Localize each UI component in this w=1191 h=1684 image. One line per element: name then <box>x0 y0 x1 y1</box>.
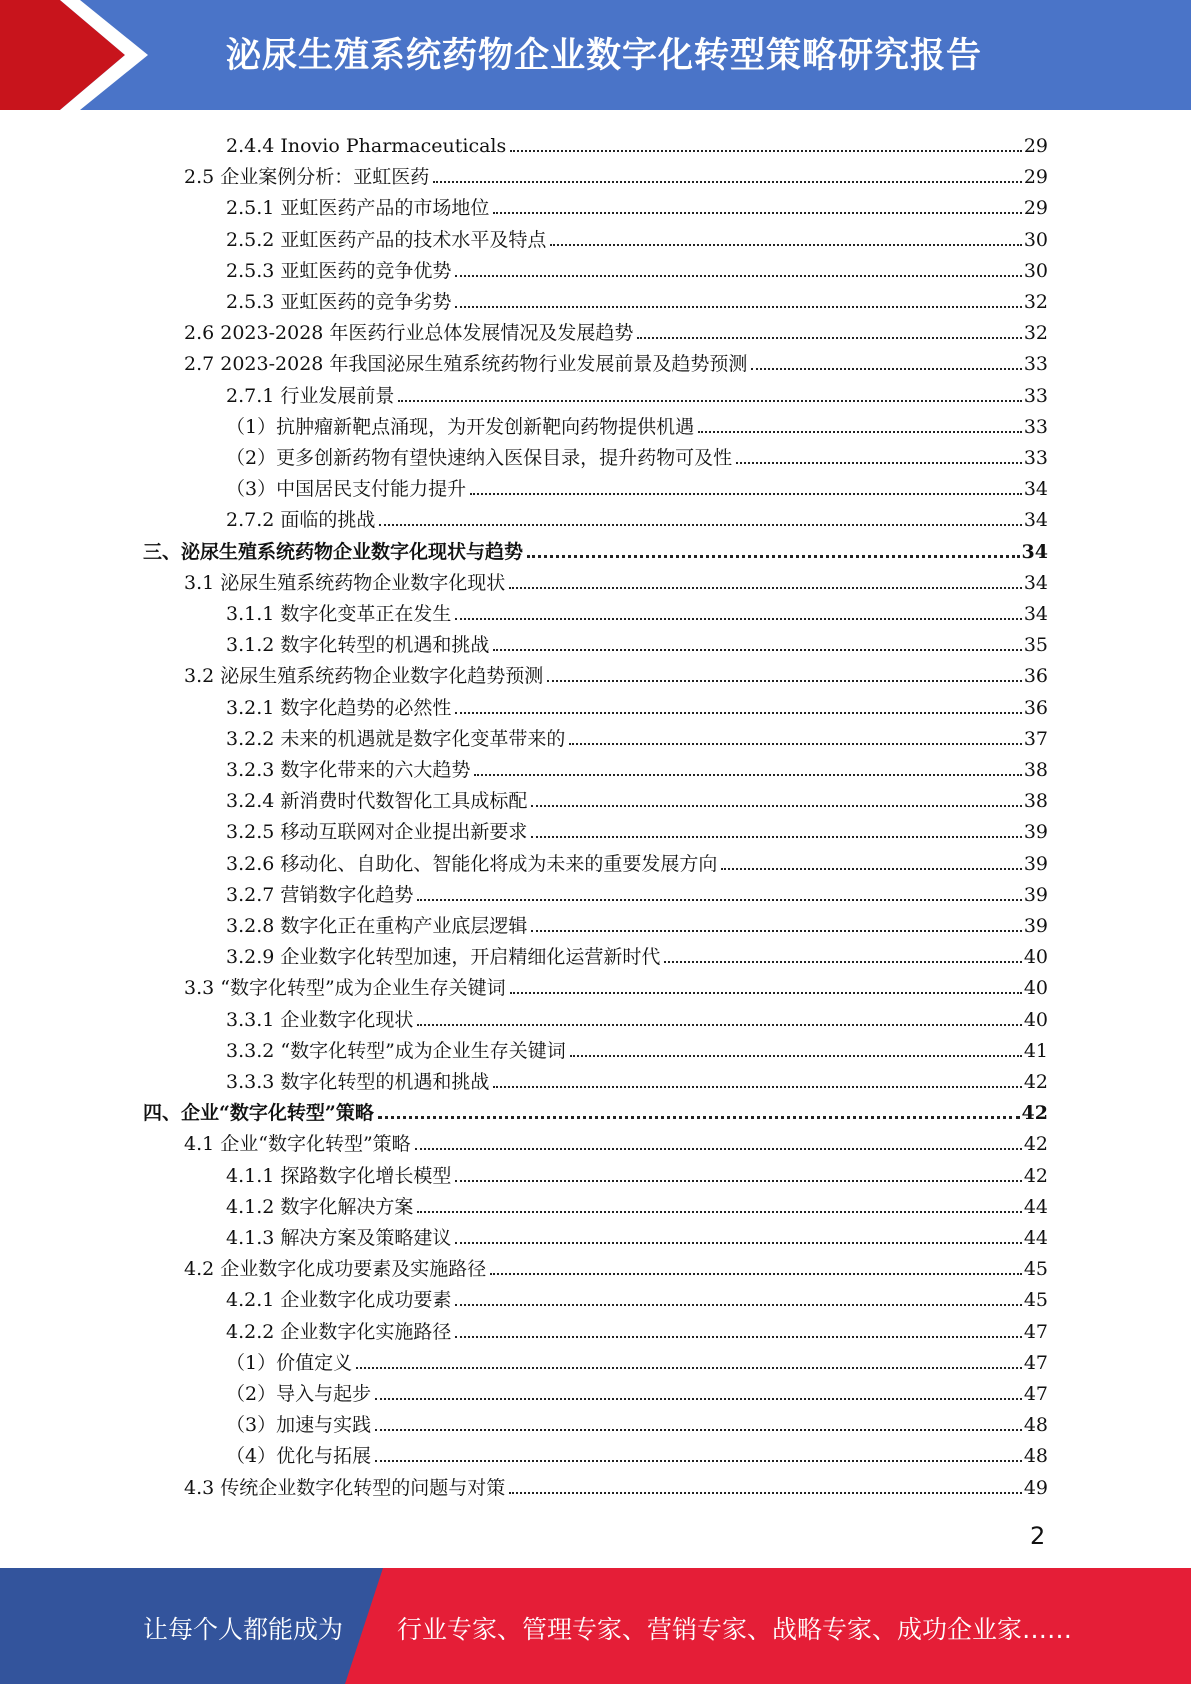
toc-entry-page: 29 <box>1023 197 1048 219</box>
toc-entry-title: 3.3.2 “数字化转型”成为企业生存关键词 <box>226 1040 566 1062</box>
toc-entry-title: 3.1.1 数字化变革正在发生 <box>226 603 452 625</box>
toc-entry[interactable] <box>226 1187 1048 1218</box>
toc-entry[interactable] <box>226 906 1048 937</box>
toc-dot-leader <box>510 991 1022 994</box>
toc-entry-page: 32 <box>1023 291 1048 313</box>
toc-entry-title: 4.2.1 企业数字化成功要素 <box>226 1289 452 1311</box>
page-number: 2 <box>1030 1522 1046 1550</box>
toc-dot-leader <box>470 492 1022 495</box>
toc-dot-leader <box>417 898 1021 901</box>
toc-entry[interactable] <box>184 968 1048 999</box>
toc-entry-title: 2.4.4 Inovio Pharmaceuticals <box>226 135 507 157</box>
toc-entry-page: 47 <box>1023 1383 1048 1405</box>
toc-entry-title: 三、泌尿生殖系统药物企业数字化现状与趋势 <box>143 541 524 563</box>
toc-entry-title: 2.7 2023-2028 年我国泌尿生殖系统药物行业发展前景及趋势预测 <box>184 353 748 375</box>
toc-dot-leader <box>455 1179 1021 1182</box>
toc-entry-title: 4.1.3 解决方案及策略建议 <box>226 1227 452 1249</box>
toc-entry-title: （2）更多创新药物有望快速纳入医保目录，提升药物可及性 <box>226 447 733 469</box>
toc-dot-leader <box>455 617 1021 620</box>
toc-entry-page: 33 <box>1023 447 1048 469</box>
toc-entry-page: 34 <box>1023 572 1048 594</box>
toc-dot-leader <box>664 960 1021 963</box>
toc-entry-title: （1）抗肿瘤新靶点涌现，为开发创新靶向药物提供机遇 <box>226 416 695 438</box>
toc-entry-title: （1）价值定义 <box>226 1352 353 1374</box>
toc-entry-page: 35 <box>1023 634 1048 656</box>
toc-entry[interactable] <box>226 1436 1048 1467</box>
toc-entry-page: 42 <box>1021 1102 1048 1124</box>
toc-entry-page: 39 <box>1023 821 1048 843</box>
toc-entry-title: 4.1.1 探路数字化增长模型 <box>226 1165 452 1187</box>
toc-dot-leader <box>698 430 1022 433</box>
toc-dot-leader <box>455 305 1021 308</box>
toc-entry[interactable] <box>226 1062 1048 1093</box>
toc-entry-title: 3.2.4 新消费时代数智化工具成标配 <box>226 790 528 812</box>
toc-dot-leader <box>417 1023 1021 1026</box>
toc-entry[interactable] <box>226 407 1048 438</box>
toc-entry-page: 49 <box>1023 1477 1048 1499</box>
toc-entry-title: 4.1 企业“数字化转型”策略 <box>184 1133 411 1155</box>
toc-entry[interactable] <box>226 126 1048 157</box>
toc-entry[interactable] <box>226 1218 1048 1249</box>
toc-dot-leader <box>493 648 1021 651</box>
toc-entry-page: 42 <box>1023 1133 1048 1155</box>
report-title: 泌尿生殖系统药物企业数字化转型策略研究报告 <box>226 36 983 76</box>
toc-entry-page: 47 <box>1023 1352 1048 1374</box>
toc-entry-page: 34 <box>1023 478 1048 500</box>
toc-entry-page: 33 <box>1023 416 1048 438</box>
toc-entry[interactable] <box>226 812 1048 843</box>
toc-entry-title: 3.1 泌尿生殖系统药物企业数字化现状 <box>184 572 506 594</box>
toc-entry[interactable] <box>226 719 1048 750</box>
toc-entry-title: （3）中国居民支付能力提升 <box>226 478 467 500</box>
toc-entry-page: 45 <box>1023 1289 1048 1311</box>
toc-entry-page: 47 <box>1023 1321 1048 1343</box>
toc-entry-page: 33 <box>1023 353 1048 375</box>
toc-dot-leader <box>433 180 1022 183</box>
toc-entry-page: 30 <box>1023 229 1048 251</box>
toc-entry-title: 2.5.2 亚虹医药产品的技术水平及特点 <box>226 229 547 251</box>
toc-entry[interactable] <box>184 656 1048 687</box>
toc-entry-title: （3）加速与实践 <box>226 1414 372 1436</box>
toc-dot-leader <box>493 211 1021 214</box>
toc-dot-leader <box>455 1241 1021 1244</box>
toc-dot-leader <box>510 149 1022 152</box>
toc-dot-leader <box>550 243 1021 246</box>
toc-entry[interactable] <box>184 1249 1048 1280</box>
report-header <box>0 0 1191 110</box>
toc-entry-page: 44 <box>1023 1227 1048 1249</box>
toc-dot-leader <box>637 336 1021 339</box>
toc-entry[interactable] <box>226 469 1048 500</box>
toc-dot-leader <box>509 586 1022 589</box>
toc-entry-page: 39 <box>1023 915 1048 937</box>
toc-entry-title: 3.2.1 数字化趋势的必然性 <box>226 697 452 719</box>
toc-dot-leader <box>493 1085 1021 1088</box>
toc-entry[interactable] <box>184 157 1048 188</box>
toc-entry[interactable] <box>226 688 1048 719</box>
toc-entry[interactable] <box>226 438 1048 469</box>
toc-entry-page: 38 <box>1023 759 1048 781</box>
toc-dot-leader <box>531 835 1021 838</box>
toc-dot-leader <box>474 773 1021 776</box>
toc-entry-page: 36 <box>1023 697 1048 719</box>
toc-entry-page: 29 <box>1023 135 1048 157</box>
toc-entry[interactable] <box>226 1280 1048 1311</box>
toc-entry-page: 40 <box>1023 946 1048 968</box>
toc-entry-title: 3.2 泌尿生殖系统药物企业数字化趋势预测 <box>184 665 544 687</box>
toc-dot-leader <box>527 554 1020 558</box>
toc-entry-title: 3.2.5 移动互联网对企业提出新要求 <box>226 821 528 843</box>
footer-slogan-left: 让每个人都能成为 <box>143 1615 344 1644</box>
toc-entry-title: 3.3.3 数字化转型的机遇和挑战 <box>226 1071 490 1093</box>
toc-dot-leader <box>356 1366 1022 1369</box>
toc-entry-title: 2.7.1 行业发展前景 <box>226 385 395 407</box>
toc-entry-title: 2.7.2 面临的挑战 <box>226 509 376 531</box>
toc-entry[interactable] <box>226 188 1048 219</box>
toc-dot-leader <box>415 1147 1022 1150</box>
toc-entry-title: 3.2.7 营销数字化趋势 <box>226 884 414 906</box>
toc-entry[interactable] <box>184 1124 1048 1155</box>
toc-entry-title: 3.2.9 企业数字化转型加速，开启精细化运营新时代 <box>226 946 661 968</box>
toc-entry[interactable] <box>226 625 1048 656</box>
toc-dot-leader <box>455 274 1021 277</box>
toc-entry[interactable] <box>226 1031 1048 1062</box>
toc-dot-leader <box>375 1428 1022 1431</box>
toc-entry[interactable] <box>143 1093 1048 1124</box>
toc-entry-page: 30 <box>1023 260 1048 282</box>
toc-entry[interactable] <box>226 500 1048 531</box>
toc-entry[interactable] <box>184 563 1048 594</box>
toc-entry[interactable] <box>226 1156 1048 1187</box>
toc-entry[interactable] <box>226 781 1048 812</box>
toc-dot-leader <box>398 399 1021 402</box>
toc-entry-page: 38 <box>1023 790 1048 812</box>
toc-entry-page: 48 <box>1023 1414 1048 1436</box>
toc-entry[interactable] <box>226 251 1048 282</box>
toc-entry-title: 四、企业“数字化转型”策略 <box>143 1102 374 1124</box>
toc-entry-page: 40 <box>1023 1009 1048 1031</box>
toc-entry-title: 2.5.3 亚虹医药的竞争优势 <box>226 260 452 282</box>
toc-entry[interactable] <box>226 1343 1048 1374</box>
toc-dot-leader <box>455 711 1021 714</box>
toc-dot-leader <box>531 929 1021 932</box>
toc-entry[interactable] <box>226 376 1048 407</box>
toc-entry-page: 32 <box>1023 322 1048 344</box>
toc-dot-leader <box>547 679 1022 682</box>
toc-entry[interactable] <box>226 844 1048 875</box>
toc-entry-page: 48 <box>1023 1445 1048 1467</box>
footer-slogan-right: 行业专家、管理专家、营销专家、战略专家、成功企业家…… <box>397 1615 1073 1644</box>
toc-dot-leader <box>570 1054 1022 1057</box>
toc-dot-leader <box>531 804 1021 807</box>
toc-entry-page: 29 <box>1023 166 1048 188</box>
toc-entry-title: 3.2.3 数字化带来的六大趋势 <box>226 759 471 781</box>
toc-entry-title: 2.5.1 亚虹医药产品的市场地位 <box>226 197 490 219</box>
toc-entry[interactable] <box>184 313 1048 344</box>
toc-entry[interactable] <box>226 1374 1048 1405</box>
toc-entry-page: 36 <box>1023 665 1048 687</box>
toc-entry-title: 2.6 2023-2028 年医药行业总体发展情况及发展趋势 <box>184 322 634 344</box>
toc-dot-leader <box>455 1303 1021 1306</box>
toc-entry-title: 4.1.2 数字化解决方案 <box>226 1196 414 1218</box>
toc-dot-leader <box>509 1491 1022 1494</box>
report-footer <box>0 1568 1191 1684</box>
toc-entry-title: 4.2.2 企业数字化实施路径 <box>226 1321 452 1343</box>
toc-entry-page: 44 <box>1023 1196 1048 1218</box>
toc-entry[interactable] <box>184 1468 1048 1499</box>
toc-entry-title: 3.2.8 数字化正在重构产业底层逻辑 <box>226 915 528 937</box>
toc-dot-leader <box>379 523 1021 526</box>
toc-entry[interactable] <box>226 594 1048 625</box>
toc-entry-title: 4.3 传统企业数字化转型的问题与对策 <box>184 1477 506 1499</box>
toc-entry[interactable] <box>226 220 1048 251</box>
toc-dot-leader <box>455 1335 1021 1338</box>
toc-dot-leader <box>736 461 1022 464</box>
toc-entry[interactable] <box>226 282 1048 313</box>
toc-dot-leader <box>751 367 1021 370</box>
toc-entry-page: 34 <box>1023 603 1048 625</box>
toc-entry[interactable] <box>143 532 1048 563</box>
toc-dot-leader <box>375 1459 1022 1462</box>
toc-entry[interactable] <box>226 1405 1048 1436</box>
toc-entry[interactable] <box>226 1312 1048 1343</box>
toc-entry-page: 39 <box>1023 884 1048 906</box>
toc-entry[interactable] <box>226 750 1048 781</box>
toc-entry-page: 34 <box>1023 509 1048 531</box>
toc-dot-leader <box>569 742 1021 745</box>
toc-entry-title: 3.3.1 企业数字化现状 <box>226 1009 414 1031</box>
toc-entry-title: 3.3 “数字化转型”成为企业生存关键词 <box>184 977 506 999</box>
toc-dot-leader <box>375 1397 1022 1400</box>
toc-entry-title: （2）导入与起步 <box>226 1383 372 1405</box>
toc-entry-page: 45 <box>1023 1258 1048 1280</box>
toc-entry-page: 37 <box>1023 728 1048 750</box>
toc-entry-title: 4.2 企业数字化成功要素及实施路径 <box>184 1258 487 1280</box>
toc-entry-page: 42 <box>1023 1165 1048 1187</box>
toc-entry-title: 2.5 企业案例分析：亚虹医药 <box>184 166 430 188</box>
toc-entry-title: 2.5.3 亚虹医药的竞争劣势 <box>226 291 452 313</box>
toc-entry-page: 39 <box>1023 853 1048 875</box>
toc-entry-page: 41 <box>1023 1040 1048 1062</box>
toc-entry-title: （4）优化与拓展 <box>226 1445 372 1467</box>
toc-dot-leader <box>417 1210 1021 1213</box>
toc-entry-title: 3.1.2 数字化转型的机遇和挑战 <box>226 634 490 656</box>
toc-entry[interactable] <box>184 344 1048 375</box>
toc-dot-leader <box>378 1115 1020 1119</box>
toc-dot-leader <box>490 1272 1022 1275</box>
toc-entry[interactable] <box>226 1000 1048 1031</box>
toc-dot-leader <box>721 867 1021 870</box>
toc-entry-page: 33 <box>1023 385 1048 407</box>
toc-entry-title: 3.2.2 未来的机遇就是数字化变革带来的 <box>226 728 566 750</box>
toc-entry-page: 34 <box>1021 541 1048 563</box>
toc-entry-page: 40 <box>1023 977 1048 999</box>
toc-entry-title: 3.2.6 移动化、自助化、智能化将成为未来的重要发展方向 <box>226 853 718 875</box>
toc-entry[interactable] <box>226 937 1048 968</box>
toc-entry[interactable] <box>226 875 1048 906</box>
toc-entry-page: 42 <box>1023 1071 1048 1093</box>
